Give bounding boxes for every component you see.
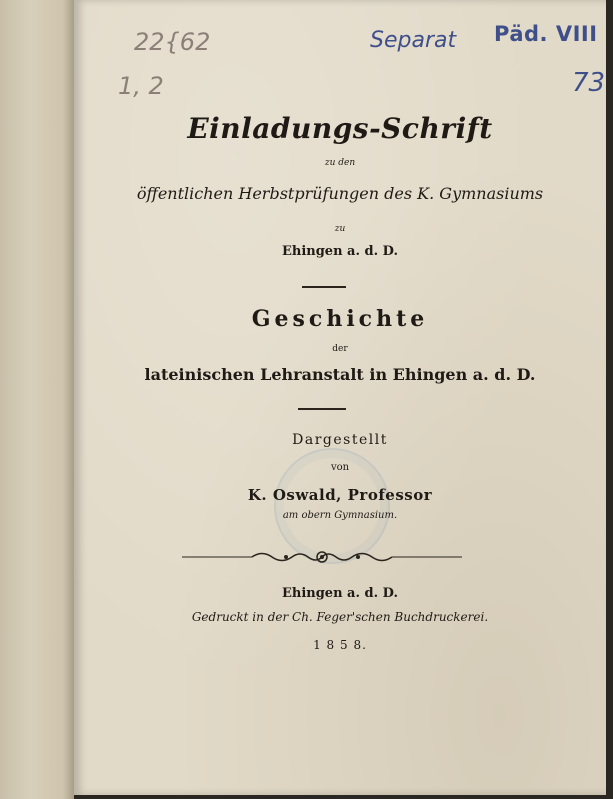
- ornamental-divider: [182, 548, 462, 566]
- scan-border-bottom: [74, 795, 613, 799]
- author-position: am obern Gymnasium.: [282, 510, 398, 521]
- subject-der: der: [332, 344, 348, 354]
- imprint-printer: Gedruckt in der Ch. Feger'schen Buchdruckerei.: [191, 610, 489, 624]
- title-zu: zu: [334, 224, 346, 234]
- author-dargestellt: Dargestellt: [292, 432, 388, 448]
- book-left-edge: [0, 0, 74, 799]
- paed-shelfmark: Päd. VIII: [494, 22, 598, 46]
- subject-heading: Geschichte: [251, 306, 429, 332]
- main-title: Einladungs-Schrift: [187, 112, 493, 145]
- pencil-note: 1, 2: [118, 72, 164, 100]
- imprint-place: Ehingen a. d. D.: [281, 586, 399, 601]
- pencil-shelfmark: 22{62: [134, 28, 211, 56]
- title-page: [74, 0, 606, 795]
- divider-1: [302, 286, 346, 288]
- title-line-2: öffentlichen Herbstprüfungen des K. Gymnasiums: [136, 184, 544, 203]
- divider-2: [298, 408, 346, 410]
- author-von: von: [330, 462, 350, 473]
- subject-line: lateinischen Lehranstalt in Ehingen a. d. D.: [144, 365, 536, 384]
- imprint-year: 1 8 5 8.: [313, 638, 367, 652]
- shelf-number: 73: [572, 68, 606, 98]
- author-name: K. Oswald, Professor: [247, 486, 433, 504]
- scan-border-right: [606, 0, 613, 799]
- title-place: Ehingen a. d. D.: [281, 244, 399, 259]
- title-zu-den: zu den: [324, 158, 356, 168]
- separat-note: Separat: [370, 28, 457, 53]
